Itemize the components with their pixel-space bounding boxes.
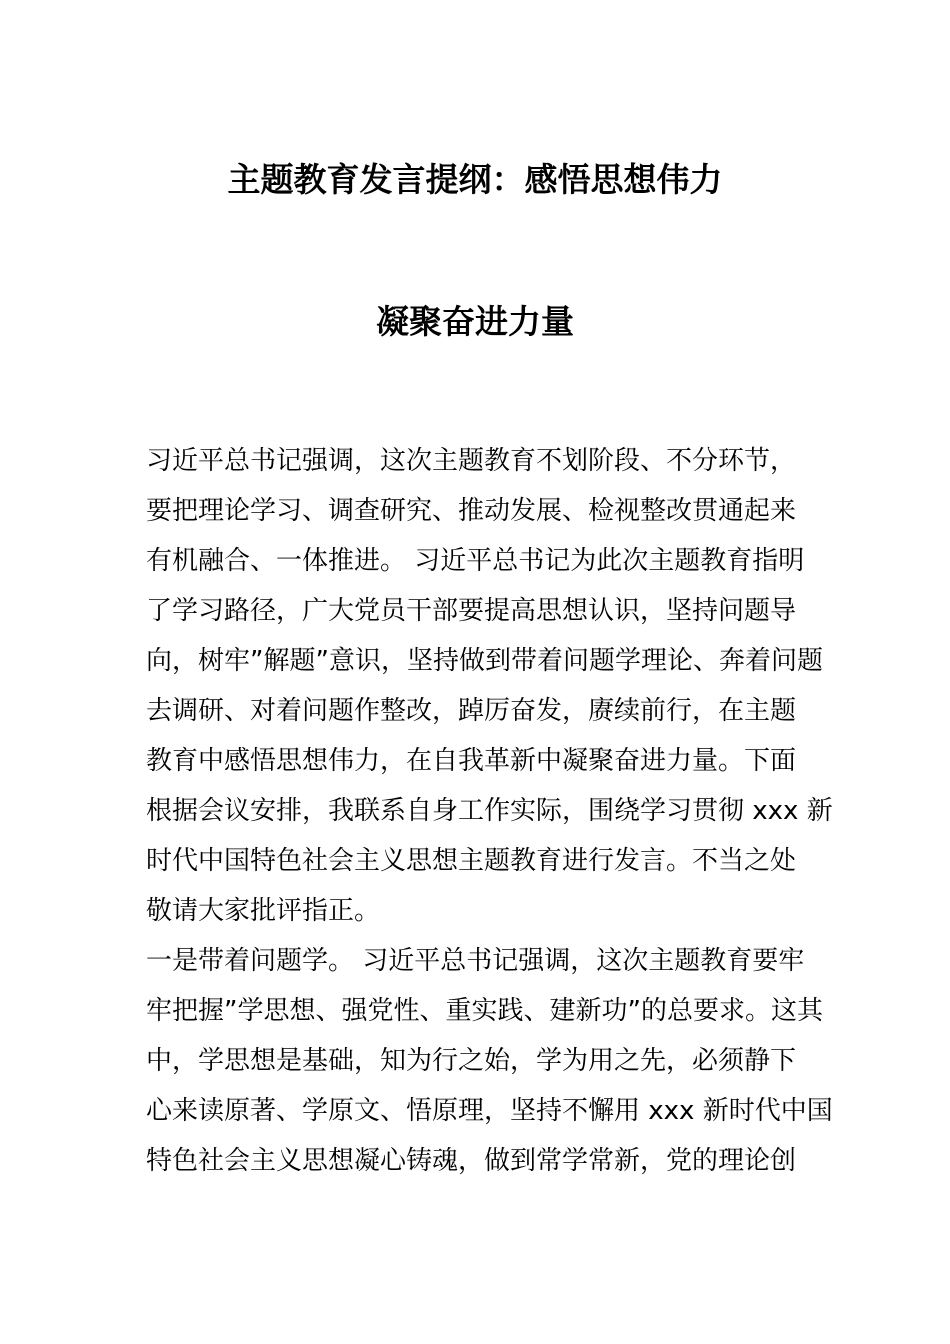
body-line: 中，学思想是基础，知为行之始，学为用之先，必须静下 (146, 1046, 797, 1076)
body-line: 一是带着问题学。 习近平总书记强调，这次主题教育要牢 (146, 946, 805, 976)
body-line: 去调研、对着问题作整改，踔厉奋发，赓续前行，在主题 (146, 696, 797, 726)
document-title-line-1: 主题教育发言提纲：感悟思想伟力 (227, 160, 723, 199)
document-body (146, 436, 833, 1186)
body-line: 牢把握”学思想、强党性、重实践、建新功”的总要求。这其 (146, 996, 823, 1026)
body-line: 特色社会主义思想凝心铸魂，做到常学常新，党的理论创 (146, 1146, 797, 1176)
body-line: 向，树牢”解题”意识，坚持做到带着问题学理论、奔着问题 (146, 646, 823, 676)
body-line: 了学习路径，广大党员干部要提高思想认识，坚持问题导 (146, 596, 797, 626)
body-line: 有机融合、一体推进。 习近平总书记为此次主题教育指明 (146, 546, 805, 576)
body-line: 要把理论学习、调查研究、推动发展、检视整改贯通起来 (146, 496, 797, 526)
body-line: 敬请大家批评指正。 (146, 896, 381, 926)
body-line: 习近平总书记强调，这次主题教育不划阶段、不分环节， (146, 446, 797, 476)
body-line: 根据会议安排，我联系自身工作实际，围绕学习贯彻 xxx 新 (146, 796, 833, 826)
document-title-line-2: 凝聚奋进力量 (376, 302, 574, 341)
body-line: 时代中国特色社会主义思想主题教育进行发言。不当之处 (146, 846, 797, 876)
body-line: 心来读原著、学原文、悟原理，坚持不懈用 xxx 新时代中国 (146, 1096, 833, 1126)
body-line: 教育中感悟思想伟力，在自我革新中凝聚奋进力量。下面 (146, 746, 797, 776)
